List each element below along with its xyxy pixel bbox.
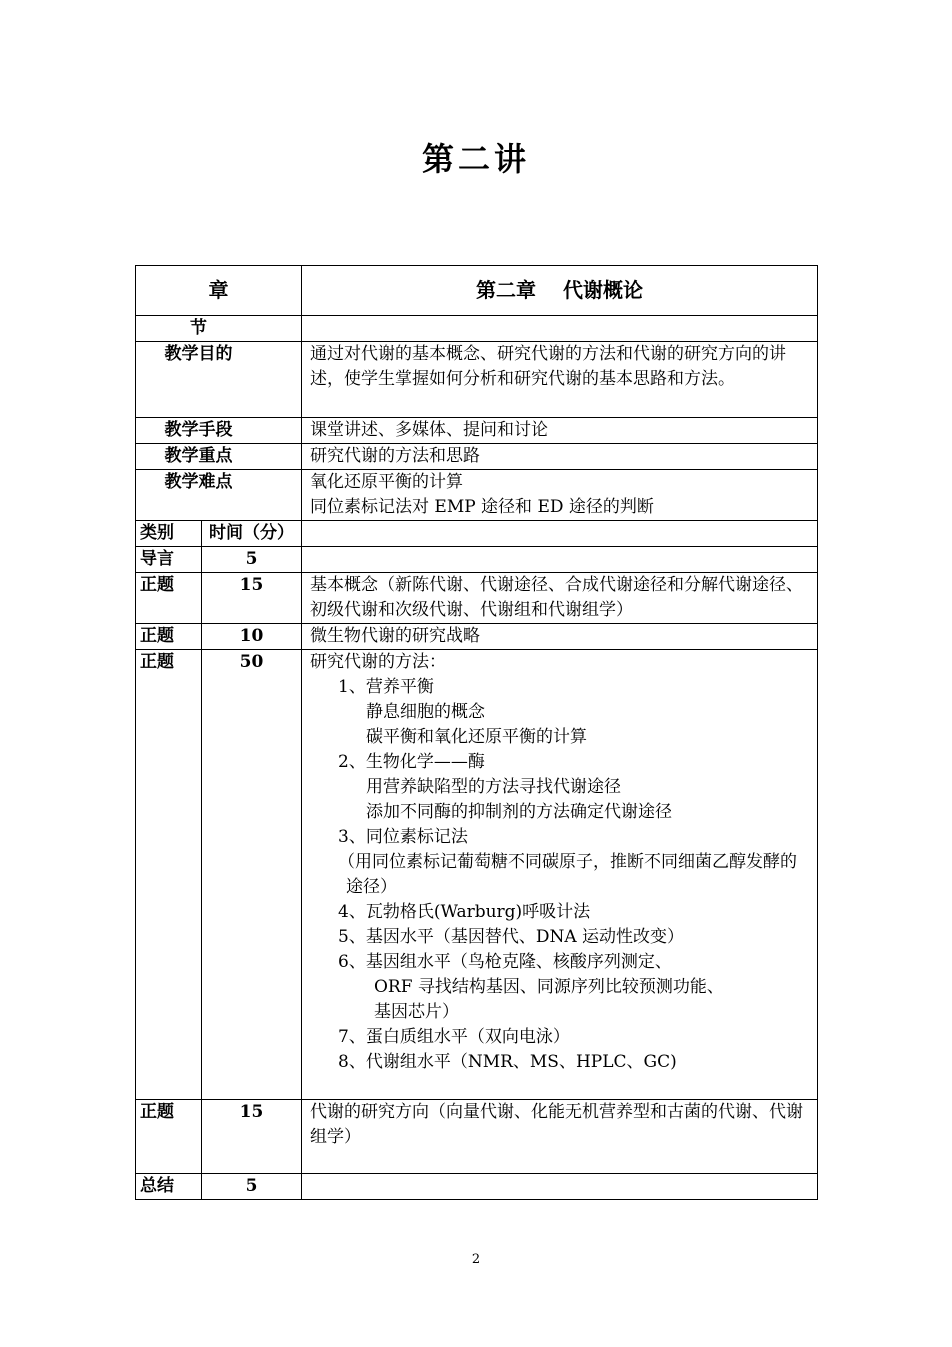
row-time: 15 — [202, 1100, 302, 1174]
row-content: 代谢的研究方向（向量代谢、化能无机营养型和古菌的代谢、代谢组学） — [302, 1100, 818, 1174]
method-item: 2、生物化学——酶 — [338, 752, 485, 772]
row-time: 15 — [202, 573, 302, 624]
method-subitem: （用同位素标记葡萄糖不同碳原子，推断不同细菌乙醇发酵的途径） — [338, 852, 797, 897]
method-item: 6、基因组水平（鸟枪克隆、核酸序列测定、 — [338, 952, 672, 972]
chapter-value: 第二章 代谢概论 — [302, 266, 818, 316]
section-value — [302, 316, 818, 342]
method-item: 7、蛋白质组水平（双向电泳） — [338, 1027, 570, 1047]
column-header-category: 类别 — [136, 521, 202, 547]
method-item: 5、基因水平（基因替代、DNA 运动性改变） — [338, 927, 685, 947]
chapter-label: 章 — [136, 266, 302, 316]
table-row — [136, 1174, 818, 1200]
means-value: 课堂讲述、多媒体、提问和讨论 — [302, 418, 818, 444]
difficulty-line: 同位素标记法对 EMP 途径和 ED 途径的判断 — [310, 497, 654, 517]
difficulty-line: 氧化还原平衡的计算 — [310, 472, 463, 492]
section-label: 节 — [136, 316, 302, 342]
key-point-label: 教学重点 — [136, 444, 302, 470]
difficulty-label: 教学难点 — [136, 470, 302, 521]
method-item: 3、同位素标记法 — [338, 827, 468, 847]
method-subitem: ORF 寻找结构基因、同源序列比较预测功能、 — [374, 977, 724, 997]
row-content — [302, 1174, 818, 1200]
table-row — [136, 573, 818, 624]
column-header-time: 时间（分） — [202, 521, 302, 547]
method-subitem: 添加不同酶的抑制剂的方法确定代谢途径 — [366, 802, 672, 822]
row-category: 正题 — [136, 624, 202, 650]
row-category: 正题 — [136, 573, 202, 624]
row-content: 基本概念（新陈代谢、代谢途径、合成代谢途径和分解代谢途径、初级代谢和次级代谢、代谢组和代谢组学） — [302, 573, 818, 624]
key-point-value: 研究代谢的方法和思路 — [302, 444, 818, 470]
row-content — [302, 547, 818, 573]
method-subitem: 基因芯片） — [374, 1002, 459, 1022]
table-row — [136, 547, 818, 573]
row-time: 5 — [202, 1174, 302, 1200]
means-label: 教学手段 — [136, 418, 302, 444]
row-content: 微生物代谢的研究战略 — [302, 624, 818, 650]
method-subitem: 碳平衡和氧化还原平衡的计算 — [366, 727, 587, 747]
row-time: 5 — [202, 547, 302, 573]
method-subitem: 用营养缺陷型的方法寻找代谢途径 — [366, 777, 621, 797]
table-row — [136, 650, 818, 1100]
row-category: 正题 — [136, 650, 202, 1100]
lesson-plan-table — [135, 265, 818, 1200]
table-row — [136, 624, 818, 650]
goal-label: 教学目的 — [136, 342, 302, 418]
table-row — [136, 1100, 818, 1174]
method-subitem: 静息细胞的概念 — [366, 702, 485, 722]
row-category: 总结 — [136, 1174, 202, 1200]
methods-content — [302, 650, 818, 1100]
methods-intro: 研究代谢的方法： — [310, 652, 446, 672]
column-header-content — [302, 521, 818, 547]
method-item: 4、瓦勃格氏(Warburg)呼吸计法 — [338, 902, 591, 922]
method-item: 1、营养平衡 — [338, 677, 434, 697]
row-time: 50 — [202, 650, 302, 1100]
difficulty-value — [302, 470, 818, 521]
row-category: 导言 — [136, 547, 202, 573]
page-title: 第二讲 — [421, 140, 530, 178]
row-category: 正题 — [136, 1100, 202, 1174]
page-number: 2 — [471, 1252, 481, 1267]
goal-value: 通过对代谢的基本概念、研究代谢的方法和代谢的研究方向的讲述，使学生掌握如何分析和研究代谢的基本思路和方法。 — [302, 342, 818, 418]
row-time: 10 — [202, 624, 302, 650]
method-item: 8、代谢组水平（NMR、MS、HPLC、GC) — [338, 1052, 677, 1072]
